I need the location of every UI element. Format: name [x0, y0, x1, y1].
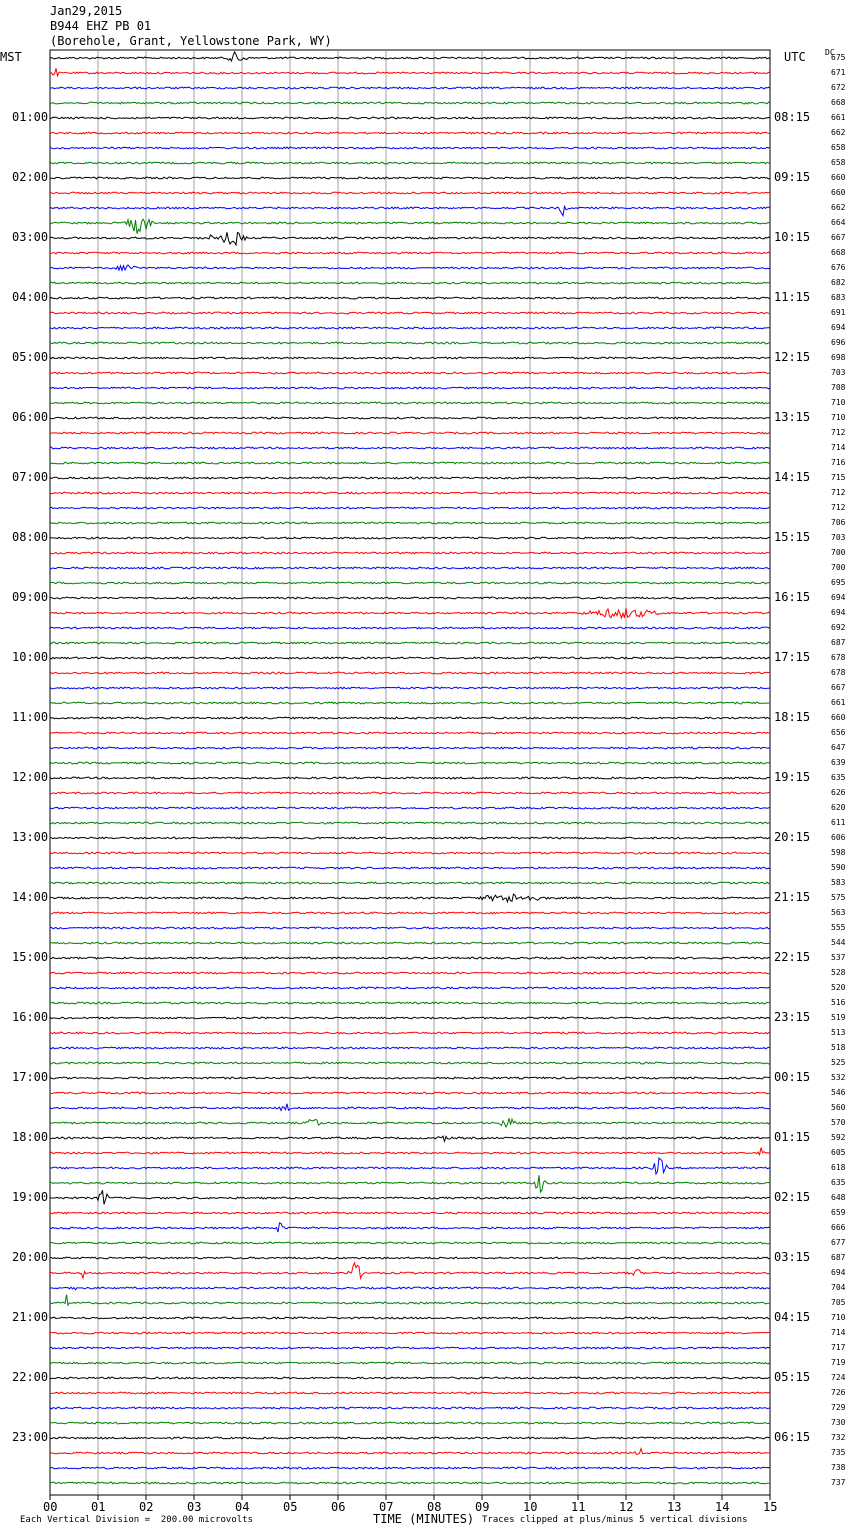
- seismic-trace: [50, 747, 770, 749]
- left-hour-label: 05:00: [12, 350, 49, 364]
- dc-offset-label: 598: [831, 848, 846, 857]
- x-tick-label: 11: [571, 1500, 586, 1514]
- left-hour-label: 13:00: [12, 830, 49, 844]
- right-hour-label: 20:15: [774, 830, 811, 844]
- x-tick-label: 12: [619, 1500, 634, 1514]
- seismic-trace: [50, 987, 770, 989]
- dc-offset-label: 682: [831, 278, 846, 287]
- seismic-trace: [50, 942, 770, 944]
- dc-offset-label: 726: [831, 1388, 846, 1397]
- seismic-trace: [50, 342, 770, 344]
- left-hour-label: 19:00: [12, 1190, 49, 1204]
- left-hour-label: 03:00: [12, 230, 49, 244]
- dc-offset-label: 705: [831, 1298, 846, 1307]
- seismic-trace: [50, 672, 770, 674]
- seismic-trace: [50, 1118, 770, 1127]
- right-hour-label: 10:15: [774, 230, 811, 244]
- x-tick-label: 06: [331, 1500, 346, 1514]
- dc-offset-label: 668: [831, 248, 846, 257]
- dc-offset-label: 575: [831, 893, 846, 902]
- seismic-trace: [50, 894, 770, 902]
- seismic-trace: [50, 219, 770, 234]
- seismic-trace: [50, 627, 770, 629]
- dc-offset-label: 678: [831, 653, 846, 662]
- seismic-trace: [50, 1104, 770, 1111]
- dc-offset-label: 618: [831, 1163, 846, 1172]
- right-hour-label: 03:15: [774, 1250, 811, 1264]
- dc-offset-label: 525: [831, 1058, 846, 1067]
- dc-offset-label: 658: [831, 143, 846, 152]
- dc-offset-label: 660: [831, 188, 846, 197]
- seismic-trace: [50, 882, 770, 884]
- dc-offset-label: 639: [831, 758, 846, 767]
- left-hour-label: 22:00: [12, 1370, 49, 1384]
- dc-offset-label: 692: [831, 623, 846, 632]
- seismic-trace: [50, 1347, 770, 1349]
- dc-offset-label: 708: [831, 383, 846, 392]
- seismic-trace: [50, 1362, 770, 1364]
- seismic-trace: [50, 162, 770, 164]
- seismic-trace: [50, 852, 770, 854]
- right-hour-label: 15:15: [774, 530, 811, 544]
- dc-offset-label: 737: [831, 1478, 846, 1487]
- dc-offset-label: 717: [831, 1343, 846, 1352]
- x-tick-label: 00: [43, 1500, 58, 1514]
- dc-offset-label: 694: [831, 323, 846, 332]
- x-tick-label: 15: [763, 1500, 778, 1514]
- right-hour-label: 14:15: [774, 470, 811, 484]
- dc-offset-label: 675: [831, 53, 846, 62]
- dc-offset-label: 660: [831, 713, 846, 722]
- seismic-trace: [50, 972, 770, 974]
- seismic-trace: [50, 1467, 770, 1469]
- dc-offset-label: 676: [831, 263, 846, 272]
- seismic-trace: [50, 1047, 770, 1049]
- dc-offset-label: 513: [831, 1028, 846, 1037]
- dc-offset-label: 606: [831, 833, 846, 842]
- seismic-trace: [50, 567, 770, 569]
- dc-offset-label: 703: [831, 368, 846, 377]
- dc-offset-label: 658: [831, 158, 846, 167]
- seismic-trace: [50, 657, 770, 659]
- seismic-trace: [50, 87, 770, 89]
- dc-offset-label: 694: [831, 593, 846, 602]
- seismic-trace: [50, 1437, 770, 1439]
- seismic-trace: [50, 417, 770, 419]
- dc-offset-label: 724: [831, 1373, 846, 1382]
- dc-offset-label: 694: [831, 1268, 846, 1277]
- x-tick-label: 02: [139, 1500, 154, 1514]
- left-hour-label: 09:00: [12, 590, 49, 604]
- seismic-trace: [50, 597, 770, 599]
- seismic-trace: [50, 522, 770, 524]
- left-hour-label: 16:00: [12, 1010, 49, 1024]
- dc-offset-label: 712: [831, 428, 846, 437]
- dc-offset-label: 694: [831, 608, 846, 617]
- dc-offset-label: 735: [831, 1448, 846, 1457]
- dc-offset-label: 700: [831, 563, 846, 572]
- right-hour-label: 04:15: [774, 1310, 811, 1324]
- dc-offset-label: 662: [831, 128, 846, 137]
- seismic-trace: [50, 687, 770, 689]
- dc-offset-label: 677: [831, 1238, 846, 1247]
- dc-offset-label: 691: [831, 308, 846, 317]
- dc-offset-label: 664: [831, 218, 846, 227]
- seismic-trace: [50, 68, 770, 76]
- dc-offset-label: 719: [831, 1358, 846, 1367]
- dc-offset-label: 683: [831, 293, 846, 302]
- seismic-trace: [50, 608, 770, 618]
- x-tick-label: 03: [187, 1500, 202, 1514]
- left-hour-label: 17:00: [12, 1070, 49, 1084]
- seismic-trace: [50, 507, 770, 509]
- seismic-trace: [50, 102, 770, 104]
- seismic-trace: [50, 1287, 770, 1290]
- seismic-trace: [50, 957, 770, 959]
- left-hour-label: 10:00: [12, 650, 49, 664]
- seismic-trace: [50, 1190, 770, 1204]
- seismic-trace: [50, 387, 770, 389]
- seismic-trace: [50, 432, 770, 434]
- seismic-trace: [50, 192, 770, 194]
- seismic-trace: [50, 1002, 770, 1004]
- dc-offset-label: 667: [831, 233, 846, 242]
- right-hour-label: 19:15: [774, 770, 811, 784]
- seismic-trace: [50, 1062, 770, 1064]
- dc-offset-label: 661: [831, 698, 846, 707]
- x-tick-label: 08: [427, 1500, 442, 1514]
- seismic-trace: [50, 702, 770, 704]
- right-hour-label: 17:15: [774, 650, 811, 664]
- dc-offset-label: 710: [831, 413, 846, 422]
- dc-offset-label: 738: [831, 1463, 846, 1472]
- left-timezone-label: MST: [0, 50, 22, 64]
- seismic-trace: [50, 357, 770, 359]
- dc-offset-label: 716: [831, 458, 846, 467]
- seismic-trace: [50, 1482, 770, 1484]
- right-hour-label: 06:15: [774, 1430, 811, 1444]
- dc-offset-label: 605: [831, 1148, 846, 1157]
- dc-offset-label: 714: [831, 1328, 846, 1337]
- dc-offset-label: 570: [831, 1118, 846, 1127]
- station-location: (Borehole, Grant, Yellowstone Park, WY): [50, 34, 332, 48]
- seismic-trace: [50, 297, 770, 299]
- right-hour-label: 21:15: [774, 890, 811, 904]
- dc-offset-label: 732: [831, 1433, 846, 1442]
- right-hour-label: 18:15: [774, 710, 811, 724]
- dc-offset-label: 704: [831, 1283, 846, 1292]
- left-hour-label: 11:00: [12, 710, 49, 724]
- seismic-trace: [50, 732, 770, 734]
- dc-offset-label: 620: [831, 803, 846, 812]
- seismic-trace: [50, 177, 770, 179]
- x-tick-label: 14: [715, 1500, 730, 1514]
- left-hour-label: 06:00: [12, 410, 49, 424]
- x-tick-label: 01: [91, 1500, 106, 1514]
- dc-offset-label: 532: [831, 1073, 846, 1082]
- dc-offset-label: 696: [831, 338, 846, 347]
- dc-offset-label: 695: [831, 578, 846, 587]
- x-tick-label: 05: [283, 1500, 298, 1514]
- seismic-trace: [50, 822, 770, 824]
- seismic-trace: [50, 462, 770, 464]
- left-hour-label: 21:00: [12, 1310, 49, 1324]
- dc-offset-label: 667: [831, 683, 846, 692]
- seismic-trace: [50, 1392, 770, 1394]
- seismic-trace: [50, 312, 770, 314]
- left-hour-label: 07:00: [12, 470, 49, 484]
- dc-offset-label: 626: [831, 788, 846, 797]
- dc-offset-label: 611: [831, 818, 846, 827]
- seismic-trace: [50, 1212, 770, 1214]
- seismic-trace: [50, 1257, 770, 1259]
- seismic-trace: [50, 552, 770, 554]
- left-hour-label: 14:00: [12, 890, 49, 904]
- right-hour-label: 09:15: [774, 170, 811, 184]
- dc-offset-label: 671: [831, 68, 846, 77]
- seismic-trace: [50, 477, 770, 479]
- dc-offset-label: 678: [831, 668, 846, 677]
- dc-offset-label: 730: [831, 1418, 846, 1427]
- left-hour-label: 23:00: [12, 1430, 49, 1444]
- seismic-trace: [50, 1136, 770, 1141]
- dc-offset-label: 648: [831, 1193, 846, 1202]
- seismic-trace: [50, 927, 770, 929]
- dc-offset-label: 710: [831, 1313, 846, 1322]
- dc-offset-label: 590: [831, 863, 846, 872]
- seismic-trace: [50, 252, 770, 254]
- seismic-trace: [50, 1377, 770, 1379]
- seismic-trace: [50, 132, 770, 134]
- dc-offset-label: 714: [831, 443, 846, 452]
- dc-offset-label: 660: [831, 173, 846, 182]
- dc-offset-label: 656: [831, 728, 846, 737]
- dc-offset-label: 703: [831, 533, 846, 542]
- seismic-trace: [50, 537, 770, 539]
- dc-offset-label: 544: [831, 938, 846, 947]
- dc-offset-label: 715: [831, 473, 846, 482]
- seismic-trace: [50, 1092, 770, 1094]
- left-hour-label: 02:00: [12, 170, 49, 184]
- dc-offset-label: 528: [831, 968, 846, 977]
- seismic-trace: [50, 792, 770, 794]
- right-hour-label: 13:15: [774, 410, 811, 424]
- dc-offset-label: 546: [831, 1088, 846, 1097]
- left-hour-label: 01:00: [12, 110, 49, 124]
- left-hour-label: 18:00: [12, 1130, 49, 1144]
- seismic-trace: [50, 147, 770, 149]
- seismic-trace: [50, 807, 770, 809]
- dc-offset-label: 706: [831, 518, 846, 527]
- dc-offset-label: 516: [831, 998, 846, 1007]
- x-tick-label: 10: [523, 1500, 538, 1514]
- x-axis-title: TIME (MINUTES): [373, 1512, 475, 1526]
- dc-offset-label: 666: [831, 1223, 846, 1232]
- right-timezone-label: UTC: [784, 50, 806, 64]
- seismic-trace: [50, 867, 770, 869]
- seismic-trace: [50, 402, 770, 404]
- chart-date: Jan29,2015: [50, 4, 123, 18]
- dc-offset-label: 519: [831, 1013, 846, 1022]
- dc-offset-label: 698: [831, 353, 846, 362]
- seismic-trace: [50, 327, 770, 329]
- dc-offset-label: 647: [831, 743, 846, 752]
- scale-note: Each Vertical Division = 200.00 microvolts: [20, 1515, 253, 1525]
- seismic-trace: [50, 206, 770, 215]
- dc-offset-label: 518: [831, 1043, 846, 1052]
- seismic-trace: [50, 52, 770, 61]
- seismic-trace: [50, 1158, 770, 1174]
- seismic-trace: [50, 1077, 770, 1079]
- seismic-trace: [50, 265, 770, 270]
- x-tick-label: 04: [235, 1500, 250, 1514]
- dc-offset-label: 592: [831, 1133, 846, 1142]
- right-hour-label: 08:15: [774, 110, 811, 124]
- dc-offset-label: 729: [831, 1403, 846, 1412]
- seismic-trace: [50, 777, 770, 779]
- left-hour-label: 15:00: [12, 950, 49, 964]
- x-tick-label: 09: [475, 1500, 490, 1514]
- seismic-trace: [50, 232, 770, 245]
- dc-offset-label: 712: [831, 488, 846, 497]
- right-hour-label: 16:15: [774, 590, 811, 604]
- right-hour-label: 00:15: [774, 1070, 811, 1084]
- seismic-trace: [50, 1317, 770, 1319]
- seismic-trace: [50, 372, 770, 374]
- seismic-trace: [50, 1242, 770, 1244]
- seismic-trace: [50, 1295, 770, 1306]
- dc-offset-label: 560: [831, 1103, 846, 1112]
- dc-offset-label: 700: [831, 548, 846, 557]
- seismic-trace: [50, 912, 770, 914]
- x-tick-label: 13: [667, 1500, 682, 1514]
- seismic-trace: [50, 282, 770, 284]
- dc-offset-label: 635: [831, 1178, 846, 1187]
- left-hour-label: 08:00: [12, 530, 49, 544]
- right-hour-label: 22:15: [774, 950, 811, 964]
- seismic-trace: [50, 1223, 770, 1232]
- dc-offset-label: 672: [831, 83, 846, 92]
- right-hour-label: 02:15: [774, 1190, 811, 1204]
- seismic-trace: [50, 492, 770, 494]
- right-hour-label: 12:15: [774, 350, 811, 364]
- seismic-trace: [50, 1017, 770, 1019]
- x-tick-label: 07: [379, 1500, 394, 1514]
- right-hour-label: 23:15: [774, 1010, 811, 1024]
- dc-offset-label: 563: [831, 908, 846, 917]
- seismic-trace: [50, 1407, 770, 1409]
- dc-offset-label: 687: [831, 1253, 846, 1262]
- dc-offset-label: 668: [831, 98, 846, 107]
- right-hour-label: 01:15: [774, 1130, 811, 1144]
- seismic-trace: [50, 447, 770, 449]
- dc-offset-label: 659: [831, 1208, 846, 1217]
- seismic-trace: [50, 117, 770, 119]
- dc-offset-label: 520: [831, 983, 846, 992]
- seismic-trace: [50, 837, 770, 839]
- seismic-trace: [50, 1422, 770, 1424]
- seismic-trace: [50, 1175, 770, 1192]
- seismic-trace: [50, 717, 770, 719]
- clip-note: Traces clipped at plus/minus 5 vertical divisions: [482, 1515, 748, 1525]
- seismic-trace: [50, 1332, 770, 1334]
- dc-offset-label: 537: [831, 953, 846, 962]
- seismic-trace: [50, 1263, 770, 1279]
- dc-offset-label: 583: [831, 878, 846, 887]
- seismic-trace: [50, 582, 770, 584]
- dc-offset-label: 555: [831, 923, 846, 932]
- left-hour-label: 04:00: [12, 290, 49, 304]
- seismic-trace: [50, 1148, 770, 1155]
- left-hour-label: 20:00: [12, 1250, 49, 1264]
- left-hour-label: 12:00: [12, 770, 49, 784]
- seismic-trace: [50, 642, 770, 644]
- seismic-trace: [50, 762, 770, 764]
- dc-offset-label: 710: [831, 398, 846, 407]
- right-hour-label: 05:15: [774, 1370, 811, 1384]
- seismic-trace: [50, 1449, 770, 1455]
- right-hour-label: 11:15: [774, 290, 811, 304]
- seismic-trace: [50, 1032, 770, 1034]
- dc-offset-label: 662: [831, 203, 846, 212]
- dc-offset-label: 712: [831, 503, 846, 512]
- dc-offset-label: 661: [831, 113, 846, 122]
- station-code: B944 EHZ PB 01: [50, 19, 152, 33]
- dc-offset-label: 687: [831, 638, 846, 647]
- dc-label: DC: [825, 48, 835, 57]
- dc-offset-label: 635: [831, 773, 846, 782]
